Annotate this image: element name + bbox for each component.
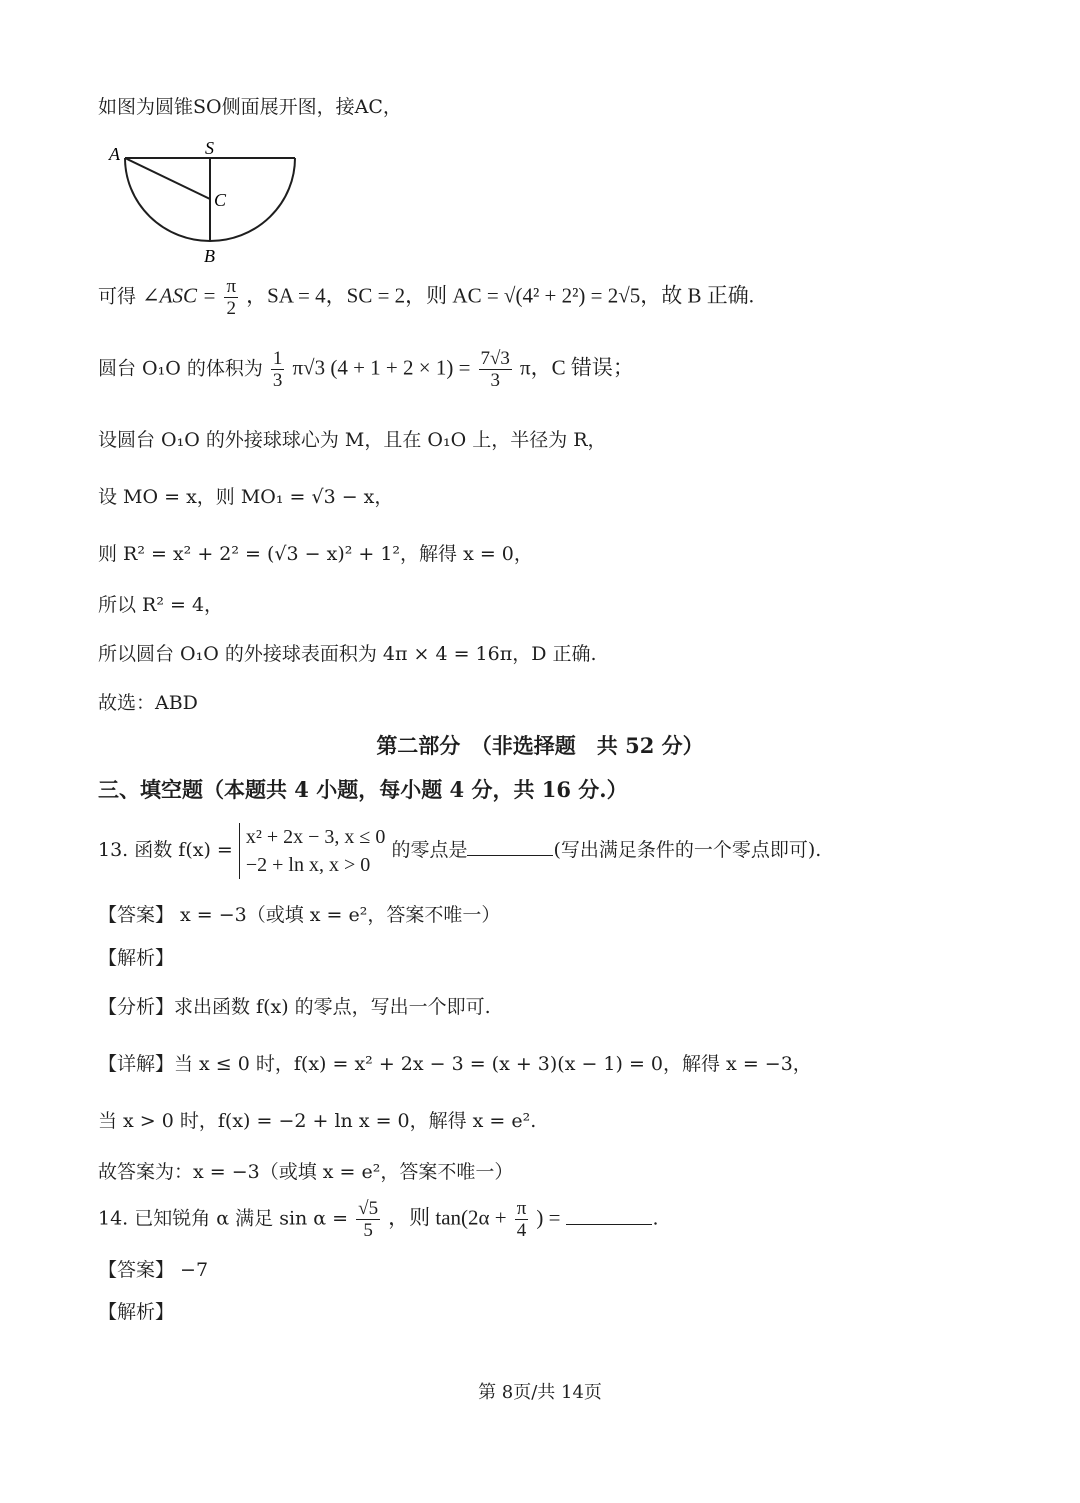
solution-line-3 (98, 348, 634, 391)
q14-end: . (652, 1207, 659, 1230)
answer-choice-line: 故选：ABD (98, 692, 198, 714)
detail-13-line-2: 当 x > 0 时，f(x) = −2 + ln x = 0，解得 x = e². (98, 1110, 537, 1132)
fraction-denominator: 3 (272, 370, 283, 391)
case-2: −2 + ln x, x > 0 (245, 854, 371, 876)
solution-line-1: 如图为圆锥SO侧面展开图，接AC， (98, 96, 402, 118)
label-A: A (109, 144, 120, 164)
fraction-denominator: 3 (490, 370, 500, 391)
analysis-13: 【分析】求出函数 f(x) 的零点，写出一个即可. (98, 996, 491, 1018)
label-B: B (204, 246, 215, 266)
fraction-numerator: 1 (272, 348, 283, 369)
line3-prefix: 圆台 O₁O 的体积为 (98, 357, 263, 380)
subsection-heading: 三、填空题（本题共 4 小题，每小题 4 分，共 16 分.） (98, 777, 628, 802)
fraction-7root3-over-3 (479, 348, 512, 391)
fraction-one-third (271, 348, 285, 391)
line2-rest: ，SA = 4，SC = 2，则 AC = √(4² + 2²) = 2√5，故 B 正确. (246, 283, 755, 308)
fraction-pi-over-4 (515, 1198, 529, 1241)
question-14 (98, 1198, 659, 1241)
fraction-root5-over-5 (356, 1198, 380, 1241)
solution-line-4: 设圆台 O₁O 的外接球球心为 M，且在 O₁O 上，半径为 R， (98, 429, 607, 451)
q13-mid: 的零点是 (391, 839, 468, 861)
fraction-denominator: 4 (516, 1220, 527, 1241)
segment-AC (125, 158, 210, 199)
answer-14: 【答案】 −7 (98, 1259, 209, 1281)
case-1: x² + 2x − 3, x ≤ 0 (245, 826, 386, 848)
page-footer: 第 8页/共 14页 (478, 1382, 602, 1403)
detail-13-line-3: 故答案为：x = −3（或填 x = e²，答案不唯一） (98, 1161, 514, 1183)
q14-tail: ) = (536, 1205, 561, 1230)
answer-blank-14 (566, 1224, 652, 1225)
cone-development-figure (105, 138, 310, 268)
fraction-numerator: √5 (358, 1198, 379, 1219)
analysis-label-13: 【解析】 (98, 947, 175, 969)
label-C: C (214, 190, 227, 210)
q14-prefix: 14. 已知锐角 α 满足 sin α = (98, 1207, 349, 1230)
fraction-denominator: 2 (226, 298, 237, 319)
fraction-numerator: π (516, 1198, 527, 1219)
line2-angle: ∠ASC = (142, 283, 217, 308)
solution-line-5: 设 MO = x，则 MO₁ = √3 − x， (98, 486, 394, 508)
line2-prefix: 可得 (98, 285, 137, 308)
fraction-denominator: 5 (363, 1220, 373, 1241)
question-13 (98, 823, 821, 879)
piecewise-cases (239, 823, 386, 879)
solution-line-7: 所以 R² = 4， (98, 594, 224, 616)
analysis-label-14: 【解析】 (98, 1301, 175, 1323)
line3-mid: π√3 (4 + 1 + 2 × 1) = (292, 355, 471, 380)
answer-blank-13 (467, 855, 553, 856)
solution-line-6: 则 R² = x² + 2² = (√3 − x)² + 1²，解得 x = 0， (98, 543, 533, 565)
line3-rest: π，C 错误； (519, 355, 634, 380)
answer-13: 【答案】 x = −3（或填 x = e²，答案不唯一） (98, 904, 501, 926)
detail-13-line-1: 【详解】当 x ≤ 0 时，f(x) = x² + 2x − 3 = (x + 3)(x − 1) = 0，解得 x = −3， (98, 1053, 812, 1075)
solution-line-8: 所以圆台 O₁O 的外接球表面积为 4π × 4 = 16π，D 正确. (98, 643, 597, 665)
q14-mid: ，则 tan(2α + (388, 1205, 507, 1230)
q13-prefix: 13. 函数 f(x) = (98, 839, 233, 861)
fraction-pi-over-2 (224, 276, 238, 319)
section-heading: 第二部分 （非选择题 共 52 分） (376, 733, 704, 758)
fraction-numerator: π (226, 276, 237, 297)
solution-line-2 (98, 276, 754, 319)
q13-tail: (写出满足条件的一个零点即可). (553, 839, 822, 861)
fraction-numerator: 7√3 (480, 348, 510, 369)
label-S: S (205, 138, 214, 158)
